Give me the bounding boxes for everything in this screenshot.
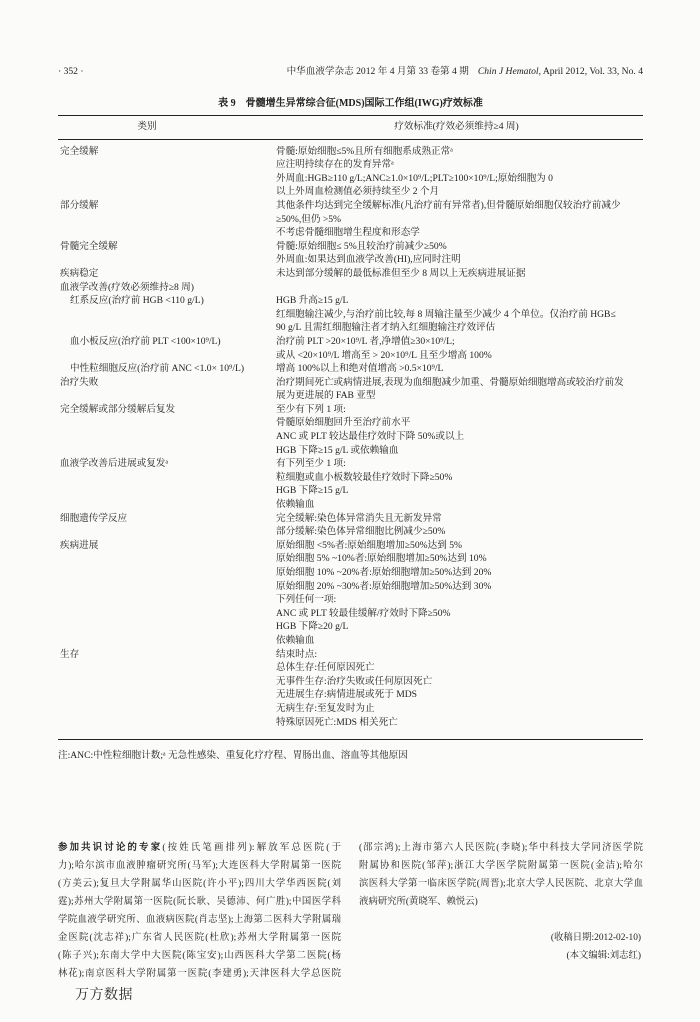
- wanfang-watermark: 万方数据: [75, 988, 133, 1003]
- table-row: [58, 281, 643, 295]
- criteria-line: 红细胞输注减少,与治疗前比较,每 8 周输注量至少减少 4 个单位。仅治疗前 HGB≤: [276, 308, 616, 320]
- table-body: [58, 140, 643, 741]
- category-cell: 血液学改善后进展或复发ᵃ: [60, 458, 169, 470]
- table-row: [58, 335, 643, 362]
- criteria-line: 治疗前 PLT >20×10⁹/L 者,净增值≥30×10⁹/L;: [276, 335, 455, 347]
- criteria-line: 其他条件均达到完全缓解标准(凡治疗前有异常者),但骨髓原始细胞仅较治疗前减少: [276, 199, 621, 211]
- criteria-line: 外周血:HGB≥110 g/L;ANC≥1.0×10⁹/L;PLT≥100×10⁹/L;原始细胞为 0: [276, 172, 553, 184]
- criteria-line: ANC 或 PLT 较最佳缓解/疗效时下降≥50%: [276, 607, 451, 619]
- journal-issue-en: , April 2012, Vol. 33, No. 4: [538, 66, 643, 77]
- experts-text: 林花);南京医科大学附属第一医院(李建勇);天津医科大学总医院: [58, 969, 341, 979]
- criteria-line: ANC 或 PLT 较达最佳疗效时下降 50%或以上: [276, 431, 465, 443]
- experts-text-line: [58, 893, 341, 911]
- experts-text-line: [58, 929, 341, 947]
- experts-column-left: [58, 839, 341, 983]
- criteria-line: 原始细胞 5% ~10%者:原始细胞增加≥50%达到 10%: [276, 553, 487, 565]
- criteria-line: 展为更进展的 FAB 亚型: [276, 390, 376, 402]
- experts-lead: 参加共识讨论的专家: [58, 843, 163, 853]
- category-cell: 细胞遗传学反应: [60, 512, 128, 524]
- column-header-category: 类别: [137, 121, 157, 132]
- criteria-line: HGB 下降≥15 g/L: [276, 485, 349, 497]
- criteria-line: 治疗期间死亡或病情进展,表现为血细胞减少加重、骨髓原始细胞增高或较治疗前发: [276, 376, 624, 388]
- criteria-line: 90 g/L 且需红细胞输注者才纳入红细胞输注疗效评估: [276, 322, 496, 334]
- table-title: 表 9 骨髓增生异常综合征(MDS)国际工作组(IWG)疗效标准: [218, 98, 483, 109]
- category-cell: 完全缓解或部分缓解后复发: [60, 403, 176, 415]
- experts-column-right-text: [359, 839, 643, 911]
- experts-text-line: [58, 839, 341, 857]
- criteria-line: 无进展生存:病情进展或死于 MDS: [276, 689, 417, 701]
- category-cell: 骨髓完全缓解: [60, 240, 118, 252]
- journal-citation: [287, 65, 643, 79]
- experts-text-line: [58, 947, 341, 965]
- criteria-line: 增高 100%以上和绝对值增高 >0.5×10⁹/L: [276, 363, 444, 375]
- criteria-line: 有下列至少 1 项:: [276, 458, 346, 470]
- criteria-line: 结束时点:: [276, 648, 318, 660]
- table-row: [58, 512, 643, 539]
- editor-credit: (本文编辑:刘志红): [566, 951, 641, 961]
- table-row: [58, 539, 643, 648]
- criteria-cell: [270, 199, 643, 240]
- category-cell: 中性粒细胞反应(治疗前 ANC <1.0× 10⁹/L): [70, 363, 245, 375]
- table-row: [58, 648, 643, 730]
- experts-text-line: 滨医科大学第一临床医学院(周晋);北京大学人民医院、北京大学血: [359, 879, 643, 889]
- category-cell: 生存: [60, 648, 80, 660]
- criteria-line: HGB 升高≥15 g/L: [276, 295, 349, 307]
- journal-name-en: Chin J Hematol: [477, 66, 539, 77]
- table-row: [58, 240, 643, 267]
- criteria-line: HGB 下降≥20 g/L: [276, 621, 349, 633]
- experts-text-line: [58, 965, 341, 983]
- experts-text-line: 液病研究所(黄晓军、赖悦云): [359, 897, 478, 907]
- criteria-line: 下列任何一项:: [276, 594, 337, 606]
- criteria-line: 特殊原因死亡:MDS 相关死亡: [276, 716, 398, 728]
- category-cell: 治疗失败: [60, 376, 99, 388]
- experts-text: (方美云);复旦大学附属华山医院(许小平);四川大学华西医院(刘: [58, 879, 341, 889]
- criteria-line: 外周血:如果达到血液学改善(HI),应同时注明: [276, 254, 461, 266]
- criteria-cell: [270, 145, 643, 199]
- criteria-cell: [270, 539, 643, 648]
- criteria-line: 骨髓:原始细胞≤ 5%且较治疗前减少≥50%: [276, 240, 447, 252]
- column-spacer: [359, 911, 643, 929]
- criteria-line: 无病生存:至复发时为止: [276, 702, 375, 714]
- table-footnote: 注:ANC:中性粒细胞计数;ᵃ 无急性感染、重复化疗疗程、胃肠出血、溶血等其他原因: [58, 750, 408, 761]
- experts-text-line: [58, 875, 341, 893]
- response-criteria-table: [58, 115, 643, 740]
- experts-column-right: [359, 839, 643, 965]
- experts-text-line: [58, 857, 341, 875]
- criteria-line: 粒细胞或血小板数较最佳疗效时下降≥50%: [276, 471, 453, 483]
- criteria-line: 依赖输血: [276, 634, 315, 646]
- experts-text-line: (邵宗鸿);上海市第六人民医院(李晓);华中科技大学同济医学院: [359, 843, 643, 853]
- table-row: [58, 145, 643, 199]
- criteria-line: 依赖输血: [276, 499, 315, 511]
- table-row: [58, 199, 643, 240]
- criteria-cell: [270, 335, 643, 362]
- criteria-line: 原始细胞 20% ~30%者:原始细胞增加≥50%达到 30%: [276, 580, 492, 592]
- running-header: [58, 65, 643, 79]
- criteria-cell: [270, 403, 643, 457]
- criteria-line: 无事件生存:治疗失败或任何原因死亡: [276, 675, 433, 687]
- category-cell: 部分缓解: [60, 199, 99, 211]
- criteria-cell: [270, 457, 643, 511]
- criteria-cell: [270, 240, 643, 267]
- criteria-line: 骨髓原始细胞回升至治疗前水平: [276, 417, 411, 429]
- table-row: [58, 294, 643, 335]
- criteria-cell: [270, 376, 643, 403]
- category-cell: 疾病稳定: [60, 267, 99, 279]
- criteria-line: 或从 <20×10⁹/L 增高至 > 20×10⁹/L 且至少增高 100%: [276, 349, 492, 361]
- criteria-cell: [270, 267, 643, 281]
- journal-name-cn: 中华血液学杂志 2012 年 4 月第 33 卷第 4 期: [286, 66, 469, 77]
- experts-text: (陈子兴);东南大学中大医院(陈宝安);山西医科大学第二医院(杨: [58, 951, 341, 961]
- criteria-line: 以上外周血检测值必须持续至少 2 个月: [276, 186, 440, 198]
- table-row: [58, 376, 643, 403]
- experts-text-line: 附属协和医院(邹萍);浙江大学医学院附属第一医院(金洁);哈尔: [359, 861, 643, 871]
- category-cell: 完全缓解: [60, 145, 99, 157]
- journal-citation-en: [478, 66, 643, 77]
- experts-text-line: [58, 911, 341, 929]
- criteria-cell: [270, 648, 643, 730]
- criteria-line: 总体生存:任何原因死亡: [276, 662, 375, 674]
- category-cell: 疾病进展: [60, 539, 99, 551]
- table-row: [58, 403, 643, 457]
- criteria-line: 应注明持续存在的发育异常ᵃ: [276, 159, 394, 171]
- table-row: [58, 267, 643, 281]
- category-cell: 血小板反应(治疗前 PLT <100×10⁹/L): [70, 335, 221, 347]
- criteria-line: 未达到部分缓解的最低标准但至少 8 周以上无疾病进展证据: [276, 267, 526, 279]
- column-header-criteria: 疗效标准(疗效必须维持≥4 周): [394, 121, 519, 132]
- experts-text: 力);哈尔滨市血液肿瘤研究所(马军);大连医科大学附属第一医院: [58, 861, 341, 871]
- criteria-line: ≥50%,但仍 >5%: [276, 213, 342, 225]
- criteria-line: HGB 下降≥15 g/L 或依赖输血: [276, 444, 399, 456]
- criteria-cell: [270, 512, 643, 539]
- table-header-row: [58, 115, 643, 140]
- criteria-cell: [270, 281, 643, 295]
- criteria-cell: [270, 362, 643, 376]
- criteria-cell: [270, 294, 643, 335]
- criteria-line: 部分缓解:染色体异常细胞比例减少≥50%: [276, 526, 446, 538]
- criteria-line: 至少有下列 1 项:: [276, 403, 346, 415]
- criteria-line: 完全缓解:染色体异常消失且无新发异常: [276, 512, 442, 524]
- category-cell: 血液学改善(疗效必须维持≥8 周): [60, 281, 194, 293]
- criteria-line: 骨髓:原始细胞≤5%且所有细胞系成熟正常ᵃ: [276, 145, 453, 157]
- received-date: (收稿日期:2012-02-10): [550, 933, 641, 943]
- experts-text: (按姓氏笔画排列):解放军总医院(于: [162, 843, 341, 853]
- experts-text: 学院血液学研究所、血液病医院(肖志坚);上海第二医科大学附属瑞: [58, 915, 341, 925]
- criteria-line: 原始细胞 10% ~20%者:原始细胞增加≥50%达到 20%: [276, 567, 492, 578]
- experts-text: 霆);苏州大学附属第一医院(阮长耿、吴德沛、何广胜);中国医学科: [58, 897, 341, 907]
- criteria-line: 不考虑骨髓细胞增生程度和形态学: [276, 227, 420, 239]
- category-cell: 红系反应(治疗前 HGB <110 g/L): [70, 295, 204, 307]
- table-row: [58, 457, 643, 511]
- criteria-line: 原始细胞 <5%者:原始细胞增加≥50%达到 5%: [276, 539, 463, 551]
- table-row: [58, 362, 643, 376]
- page-number: · 352 ·: [58, 66, 84, 77]
- experts-text: 金医院(沈志祥);广东省人民医院(杜欣);苏州大学附属第一医院: [58, 933, 341, 943]
